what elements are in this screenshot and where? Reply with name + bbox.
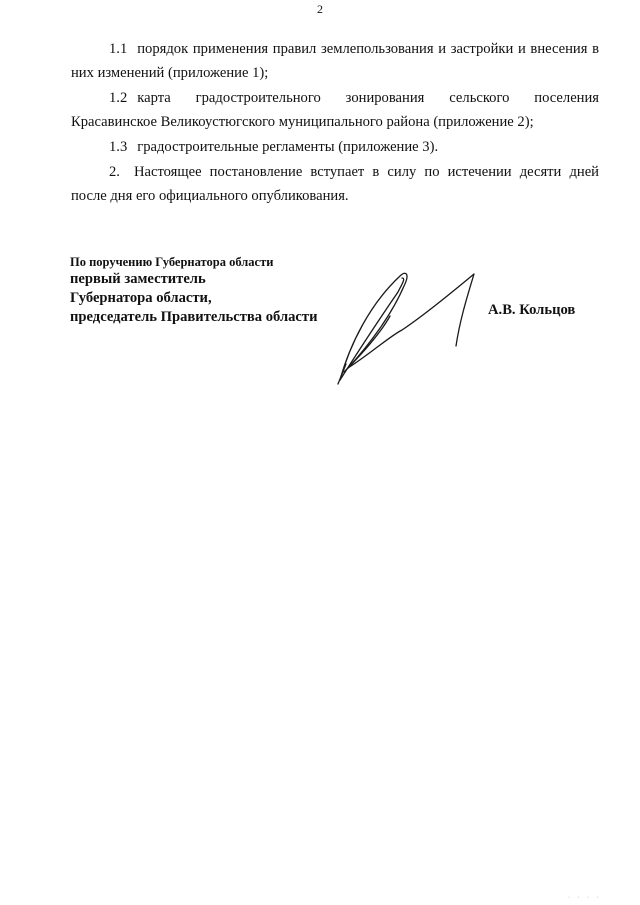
- paragraph-1-1: [71, 37, 599, 85]
- paragraph-2: [71, 160, 599, 208]
- paragraph-1-3: [71, 135, 599, 159]
- item-number: 1.3: [109, 139, 128, 155]
- item-number: 1.2: [109, 90, 128, 106]
- item-text: градостроительные регламенты (приложение 3).: [137, 139, 439, 155]
- item-number: 2.: [109, 164, 120, 180]
- title-line-2: Губернатора области,: [70, 290, 212, 306]
- scan-marks: · · · ·: [568, 895, 602, 901]
- item-text: карта градостроительного зонирования сельского поселения Красавинское Великоустюгского муниципального района (приложение 2);: [71, 90, 599, 130]
- title-line-3: председатель Правительства области: [70, 309, 318, 325]
- title-line-1: первый заместитель: [70, 271, 206, 287]
- signatory-block: [70, 254, 317, 327]
- item-text: Настоящее постановление вступает в силу по истечении десяти дней после дня его официального опубликования.: [71, 164, 599, 204]
- handwritten-signature: [330, 264, 480, 386]
- document-body: [71, 37, 599, 208]
- signer-name: А.В. Кольцов: [488, 302, 576, 318]
- item-text: порядок применения правил землепользования и застройки и внесения в них изменений (приложение 1);: [71, 41, 599, 81]
- item-number: 1.1: [109, 41, 128, 57]
- paragraph-1-2: [71, 86, 599, 134]
- on-behalf-line: По поручению Губернатора области: [70, 255, 274, 269]
- page-number: 2: [317, 2, 323, 16]
